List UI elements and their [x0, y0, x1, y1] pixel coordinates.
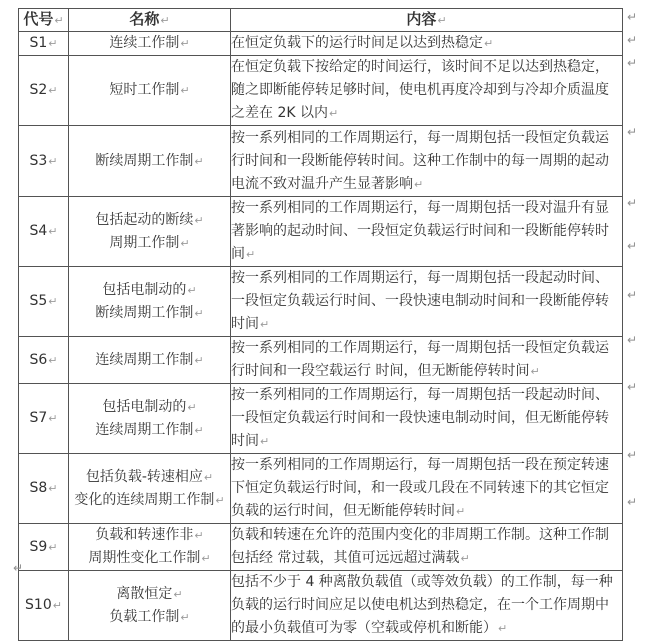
code-text: S7 [29, 410, 48, 426]
row-end-mark-icon: ↵ [627, 495, 638, 509]
name-text: 变化的连续周期工作制 [74, 491, 215, 508]
content-cell [231, 32, 623, 56]
row-end-mark-icon: ↵ [627, 125, 638, 139]
content-text: 按一系列相同的工作周期运行，每一周期包括一段起动时间、一段恒定负载运行时间、一段快速电制动时间和一段断能停转时间 [231, 270, 609, 332]
content-text: 包括不少于 4 种离散负载值（或等效负载）的工作制，每一种负载的运行时间应足以使电机达到热稳定，在一个工作周期中的最小负载值可为零（空载或停机和断能） [231, 574, 613, 636]
name-text: 短时工作制 [109, 82, 180, 98]
header-content-label: 内容 [406, 10, 437, 28]
code-text: S6 [29, 351, 48, 368]
content-text: 按一系列相同的工作周期运行，每一周期包括一段在预定转速下恒定负载运行时间，和一段或几段在不同转速下的其它恒定负载的运行时间，但无断能停转时间 [231, 457, 609, 519]
paragraph-mark-icon: ↵ [48, 154, 58, 168]
paragraph-mark-icon: ↵ [329, 107, 339, 120]
content-text: 按一系列相同的工作周期运行，每一周期包括一段起动时间、一段恒定负载运行时间和一段快速电制动时间，但无断能停转时间 [231, 387, 609, 449]
code-cell [19, 454, 69, 524]
header-code-label: 代号 [23, 10, 54, 28]
paragraph-mark-icon: ↵ [194, 529, 204, 542]
header-code-cell [19, 9, 69, 32]
row-end-mark-icon: ↵ [627, 288, 638, 302]
code-cell [19, 197, 69, 267]
code-cell [19, 337, 69, 384]
row-end-mark-icon: ↵ [627, 380, 638, 394]
row-end-mark-icon: ↵ [627, 333, 638, 347]
content-text: 按一系列相同的工作周期运行，每一周期包括一段恒定负载运行时间和一段空载运行 时间，但无断能停转时间 [231, 340, 609, 379]
content-text: 负载和转速在允许的范围内变化的非周期工作制。这种工作制包括经 常过载，其值可远远超过满载 [231, 527, 609, 566]
paragraph-mark-icon: ↵ [260, 318, 270, 331]
row-end-mark-icon: ↵ [627, 10, 638, 24]
table-row [19, 56, 623, 126]
paragraph-mark-icon: ↵ [173, 587, 183, 601]
code-text: S4 [29, 223, 48, 239]
paragraph-mark-icon: ↵ [194, 423, 204, 437]
code-cell [19, 56, 69, 126]
table-row [19, 454, 623, 524]
paragraph-mark-icon: ↵ [52, 599, 62, 612]
paragraph-mark-icon: ↵ [414, 177, 424, 191]
code-cell [19, 126, 69, 197]
paragraph-mark-icon: ↵ [194, 154, 204, 168]
paragraph-mark-icon: ↵ [160, 14, 170, 27]
paragraph-mark-icon: ↵ [180, 84, 190, 97]
code-cell [19, 384, 69, 454]
name-text: 包括起动的断续 [95, 211, 194, 228]
header-name-label: 名称 [129, 10, 160, 28]
name-text: 包括电制动的 [102, 281, 187, 298]
paragraph-mark-icon: ↵ [48, 412, 58, 425]
row-end-mark-icon: ↵ [627, 196, 638, 210]
content-text: 按一系列相同的工作周期运行，每一周期包括一段对温升有显著影响的起动时间、一段恒定负载运行时间和一段断能停转时间 [231, 200, 609, 262]
paragraph-mark-icon: ↵ [48, 482, 58, 495]
content-cell [231, 454, 623, 524]
paragraph-mark-icon: ↵ [48, 540, 58, 554]
name-text: 离散恒定 [116, 585, 173, 602]
content-cell [231, 571, 623, 641]
paragraph-mark-icon: ↵ [260, 435, 270, 448]
code-text: S1 [29, 35, 48, 51]
code-cell [19, 571, 69, 641]
name-text: 连续周期工作制 [95, 421, 194, 438]
paragraph-mark-icon: ↵ [48, 37, 58, 50]
content-text: 在恒定负载下按给定的时间运行，该时间不足以达到热稳定，随之即断能停转足够时间，使电机再度冷却到与冷却介质温度之差在 2K 以内 [231, 59, 609, 121]
paragraph-mark-icon: ↵ [456, 505, 466, 518]
table-row [19, 267, 623, 337]
row-end-mark-icon: ↵ [627, 448, 638, 462]
paragraph-mark-icon: ↵ [180, 37, 190, 50]
paragraph-mark-icon: ↵ [215, 493, 225, 507]
name-text: 周期性变化工作制 [88, 550, 201, 566]
content-cell [231, 197, 623, 267]
paragraph-mark-icon: ↵ [48, 295, 58, 308]
row-end-mark-icon: ↵ [627, 33, 638, 47]
name-text: 连续周期工作制 [95, 351, 194, 368]
name-cell [69, 126, 231, 197]
code-text: S5 [29, 293, 48, 309]
name-text: 包括电制动的 [102, 398, 187, 415]
table-row [19, 126, 623, 197]
paragraph-mark-icon: ↵ [180, 236, 190, 250]
name-cell [69, 197, 231, 267]
paragraph-mark-icon: ↵ [48, 84, 58, 97]
name-cell [69, 56, 231, 126]
paragraph-mark-icon: ↵ [530, 365, 540, 378]
header-name-cell [69, 9, 231, 32]
name-text: 负载工作制 [109, 608, 180, 625]
paragraph-mark-icon: ↵ [187, 400, 197, 414]
paragraph-mark-icon: ↵ [484, 37, 494, 50]
paragraph-mark-icon: ↵ [460, 552, 470, 565]
name-text: 连续工作制 [109, 35, 180, 51]
content-cell [231, 56, 623, 126]
code-text: S10 [25, 597, 52, 613]
paragraph-mark-icon: ↵ [48, 353, 58, 367]
paragraph-mark-icon: ↵ [48, 225, 58, 238]
row-end-mark-icon: ↵ [627, 56, 638, 70]
paragraph-mark-icon: ↵ [54, 14, 64, 27]
code-text: S8 [29, 480, 48, 496]
table-row [19, 32, 623, 56]
content-cell [231, 126, 623, 197]
paragraph-mark-icon: ↵ [498, 622, 508, 635]
duty-type-table [18, 8, 623, 641]
name-text: 断续周期工作制 [95, 152, 194, 169]
paragraph-mark-icon: ↵ [194, 213, 204, 227]
name-cell [69, 32, 231, 56]
paragraph-mark-icon: ↵ [187, 283, 197, 297]
content-cell [231, 524, 623, 571]
name-cell [69, 384, 231, 454]
document-end-paragraph-mark-icon: ↵ [13, 561, 24, 575]
content-cell [231, 384, 623, 454]
content-text: 在恒定负载下的运行时间足以达到热稳定 [231, 35, 483, 51]
name-cell [69, 454, 231, 524]
code-text: S9 [29, 538, 48, 555]
paragraph-mark-icon: ↵ [203, 470, 214, 484]
paragraph-mark-icon: ↵ [201, 552, 211, 565]
name-text: 负载和转速作非 [95, 527, 194, 543]
table-row [19, 524, 623, 571]
code-text: S3 [29, 152, 48, 169]
name-cell [69, 524, 231, 571]
paragraph-mark-icon: ↵ [180, 610, 190, 624]
code-cell [19, 524, 69, 571]
code-cell [19, 32, 69, 56]
name-cell [69, 267, 231, 337]
table-row [19, 571, 623, 641]
header-content-cell [231, 9, 623, 32]
content-text: 按一系列相同的工作周期运行，每一周期包括一段恒定负载运行时间和一段断能停转时间。这种工作制中的每一周期的起动电流不致对温升产生显著影响 [231, 129, 609, 192]
table-row [19, 384, 623, 454]
content-cell [231, 267, 623, 337]
paragraph-mark-icon: ↵ [246, 248, 256, 261]
table-row [19, 197, 623, 267]
code-cell [19, 267, 69, 337]
row-end-mark-icon: ↵ [627, 239, 638, 253]
code-text: S2 [29, 82, 48, 98]
name-cell [69, 337, 231, 384]
paragraph-mark-icon: ↵ [437, 14, 447, 27]
content-cell [231, 337, 623, 384]
name-text: 包括负载-转速相应 [85, 468, 203, 485]
paragraph-mark-icon: ↵ [194, 353, 204, 367]
table-header-row [19, 9, 623, 32]
name-text: 周期工作制 [109, 234, 180, 251]
name-cell [69, 571, 231, 641]
name-text: 断续周期工作制 [95, 304, 194, 321]
paragraph-mark-icon: ↵ [194, 306, 204, 320]
table-row [19, 337, 623, 384]
